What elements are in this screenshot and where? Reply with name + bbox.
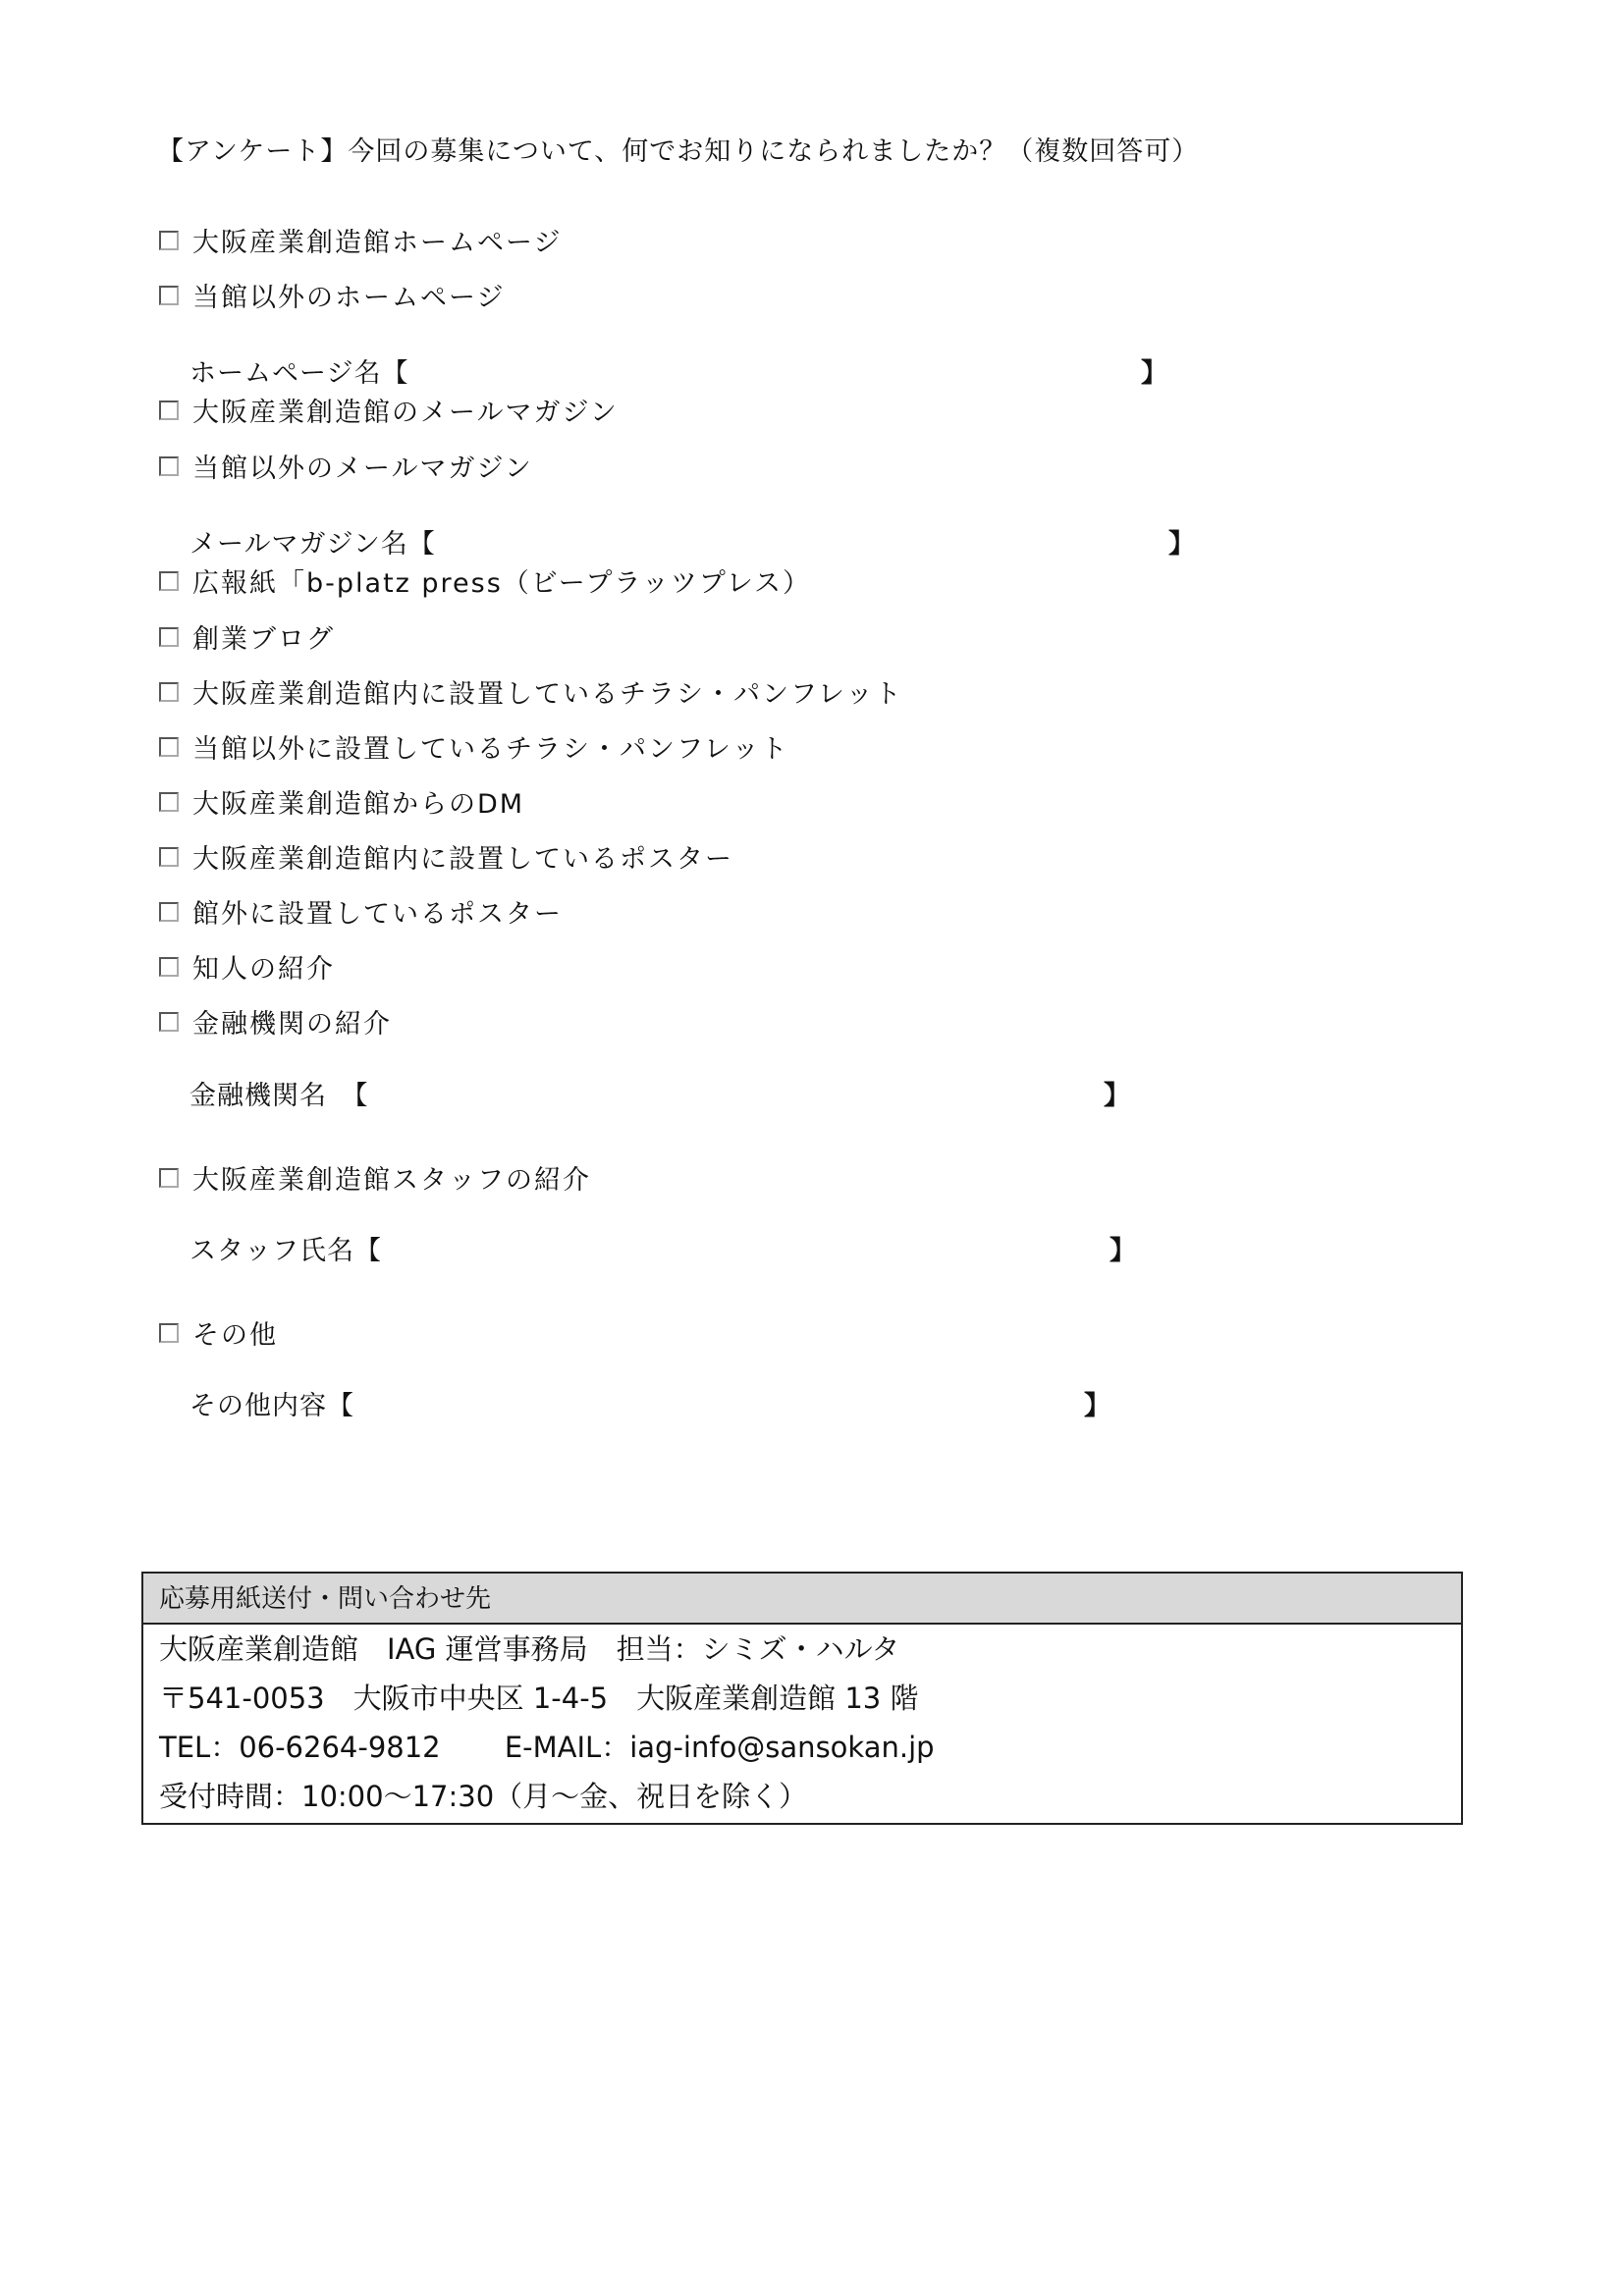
option-label: 広報紙「b-platz press（ビープラッツプレス） xyxy=(192,568,811,599)
option-staff[interactable] xyxy=(159,1158,591,1197)
mailmag-name-label: メールマガジン名【 xyxy=(189,529,436,560)
option-other-homepage[interactable] xyxy=(159,276,505,314)
contact-email[interactable]: E-MAIL：iag-info@sansokan.jp xyxy=(504,1731,935,1764)
staff-name-close: 】 xyxy=(1110,1236,1136,1266)
checkbox-icon[interactable] xyxy=(159,1012,179,1032)
option-sansokan-mailmag[interactable] xyxy=(159,391,619,429)
option-label: その他 xyxy=(192,1320,278,1351)
option-label: 大阪産業創造館からのDM xyxy=(192,789,525,820)
option-dm[interactable] xyxy=(159,782,524,821)
option-label: 館外に設置しているポスター xyxy=(192,899,563,930)
bank-name-label: 金融機関名 【 xyxy=(189,1081,369,1111)
checkbox-icon[interactable] xyxy=(159,847,179,867)
checkbox-icon[interactable] xyxy=(159,682,179,702)
contact-address: 〒541-0053 大阪市中央区 1-4-5 大阪産業創造館 13 階 xyxy=(159,1682,919,1715)
option-bank[interactable] xyxy=(159,1002,392,1041)
checkbox-icon[interactable] xyxy=(159,456,179,476)
option-label: 大阪産業創造館内に設置しているポスター xyxy=(192,844,733,875)
option-label: 当館以外のメールマガジン xyxy=(192,454,533,484)
option-label: 当館以外のホームページ xyxy=(192,283,506,313)
option-other-mailmag[interactable] xyxy=(159,447,533,485)
option-label: 大阪産業創造館スタッフの紹介 xyxy=(192,1165,591,1196)
other-detail-label: その他内容【 xyxy=(189,1391,354,1421)
contact-tel: TEL：06-6264-9812 xyxy=(159,1731,441,1764)
checkbox-icon[interactable] xyxy=(159,957,179,977)
bank-name-close: 】 xyxy=(1104,1081,1130,1111)
contact-header: 応募用紙送付・問い合わせ先 xyxy=(143,1574,1461,1625)
checkbox-icon[interactable] xyxy=(159,792,179,812)
option-label: 大阪産業創造館ホームページ xyxy=(192,228,563,258)
staff-name-label: スタッフ氏名【 xyxy=(189,1236,382,1266)
checkbox-icon[interactable] xyxy=(159,737,179,757)
mailmag-name-close: 】 xyxy=(1168,529,1195,560)
option-other[interactable] xyxy=(159,1313,278,1352)
survey-title: 【アンケート】今回の募集について、何でお知りになられましたか？（複数回答可） xyxy=(157,136,1200,167)
contact-org: 大阪産業創造館 IAG 運営事務局 担当：シミズ・ハルタ xyxy=(159,1632,900,1666)
contact-box xyxy=(141,1572,1463,1825)
checkbox-icon[interactable] xyxy=(159,1323,179,1343)
option-label: 大阪産業創造館内に設置しているチラシ・パンフレット xyxy=(192,679,903,710)
option-acquaintance[interactable] xyxy=(159,947,335,986)
option-outside-flyer[interactable] xyxy=(159,727,789,766)
checkbox-icon[interactable] xyxy=(159,627,179,647)
checkbox-icon[interactable] xyxy=(159,400,179,420)
option-sansokan-homepage[interactable] xyxy=(159,221,562,259)
option-sogyo-blog[interactable] xyxy=(159,617,335,656)
checkbox-icon[interactable] xyxy=(159,571,179,591)
option-inhouse-flyer[interactable] xyxy=(159,672,903,711)
homepage-name-close: 】 xyxy=(1141,358,1167,389)
other-detail-close: 】 xyxy=(1084,1391,1110,1421)
checkbox-icon[interactable] xyxy=(159,231,179,250)
option-label: 創業ブログ xyxy=(192,624,335,655)
contact-hours: 受付時間：10:00～17:30（月～金、祝日を除く） xyxy=(159,1780,808,1813)
option-label: 金融機関の紹介 xyxy=(192,1009,392,1040)
option-label: 当館以外に設置しているチラシ・パンフレット xyxy=(192,734,789,765)
checkbox-icon[interactable] xyxy=(159,902,179,922)
option-outside-poster[interactable] xyxy=(159,892,563,931)
option-label: 知人の紹介 xyxy=(192,954,335,985)
checkbox-icon[interactable] xyxy=(159,1168,179,1188)
contact-phone-email-row xyxy=(143,1723,1461,1772)
option-label: 大阪産業創造館のメールマガジン xyxy=(192,398,619,428)
option-bplatz-press[interactable] xyxy=(159,561,811,600)
option-inhouse-poster[interactable] xyxy=(159,837,733,876)
checkbox-icon[interactable] xyxy=(159,286,179,305)
homepage-name-label: ホームページ名【 xyxy=(189,358,409,389)
